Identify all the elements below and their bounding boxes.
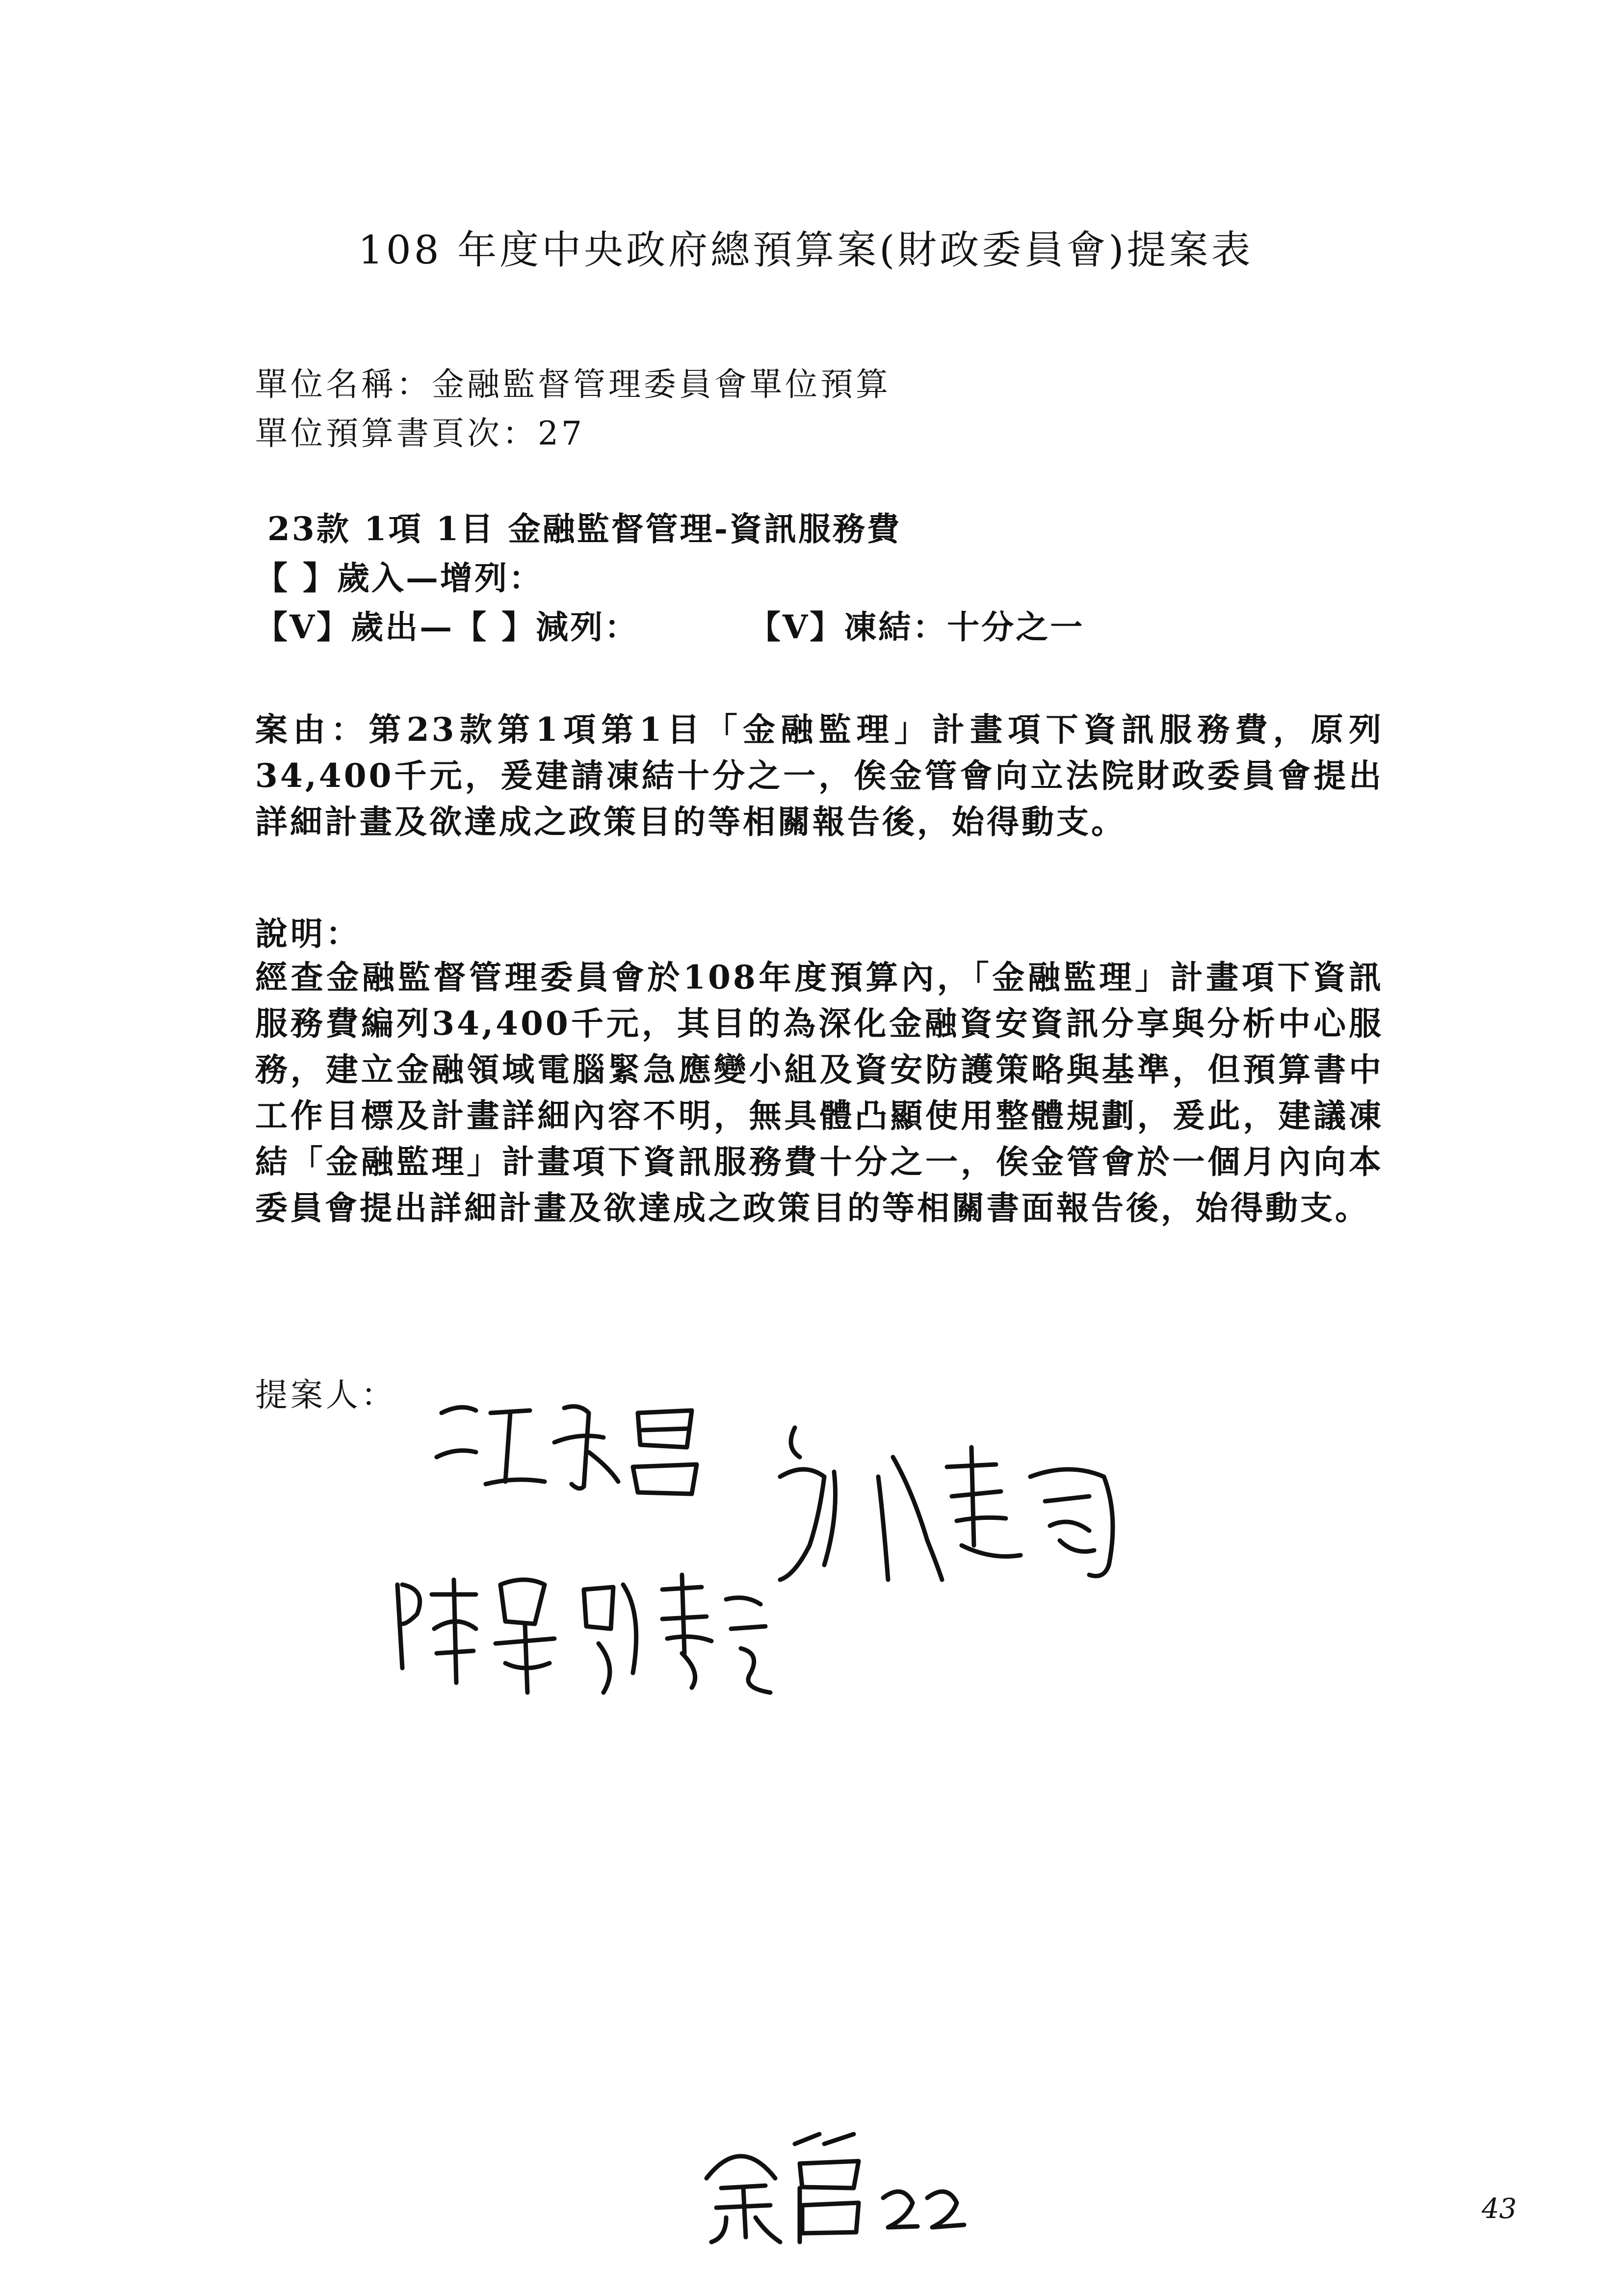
explanation-paragraph: 經查金融監督管理委員會於108年度預算內，「金融監理」計畫項下資訊服務費編列34,400千元，其目的為深化金融資安資訊分享與分析中心服務，建立金融領域電腦緊急應變小組及資安防護策略與基準，但預算書中工作目標及計畫詳細內容不明，無具體凸顯使用整體規劃，爰此，建議凍結「金融監理」計畫項下資訊服務費十分之一，俟金管會於一個月內向本委員會提出詳細計畫及欲達成之政策目的等相關書面報告後，始得動支。 — [255, 958, 1384, 1227]
signature-liu-jianguo — [765, 1418, 1148, 1624]
revenue-line: 【 】歲入—增列： — [255, 559, 543, 597]
reason-paragraph: 案由：第23款第1項第1目「金融監理」計畫項下資訊服務費，原列34,400千元，爰建請凍結十分之一，俟金管會向立法院財政委員會提出詳細計畫及欲達成之政策目的等相關報告後，始得動支。 — [255, 710, 1384, 841]
explanation-label: 說明： — [255, 914, 361, 953]
page-title: 108 年度中央政府總預算案(財政委員會)提案表 — [358, 227, 1254, 273]
handwritten-stamp-jinguan-22 — [697, 2119, 971, 2247]
proposer-label: 提案人： — [255, 1376, 396, 1414]
signature-chen-lai-sumei — [388, 1555, 780, 1702]
page-number: 43 — [1482, 2193, 1517, 2225]
unit-page: 單位預算書頁次：27 — [255, 415, 585, 452]
unit-name: 單位名稱：金融監督管理委員會單位預算 — [255, 365, 891, 403]
budget-item: 23款 1項 1目 金融監督管理-資訊服務費 — [267, 510, 902, 548]
signature-jiang-yongchang — [432, 1383, 707, 1501]
freeze-line: 【V】凍結：十分之一 — [748, 608, 1085, 646]
expenditure-line: 【V】歲出—【 】減列： — [255, 608, 639, 646]
